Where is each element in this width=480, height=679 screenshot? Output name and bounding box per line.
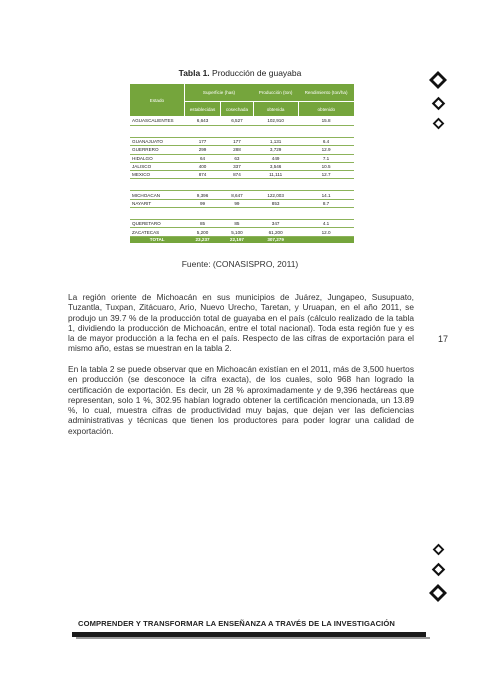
table-row: [130, 199, 354, 207]
table-row: [130, 116, 354, 126]
diamond-icon: [432, 117, 445, 130]
diamond-icon: [432, 543, 445, 556]
header-obtenido: obtenido: [298, 102, 354, 117]
cell-cosechada: 177: [221, 138, 253, 146]
cell-total-produccion: 307,279: [253, 236, 298, 243]
cell-produccion: 1,131: [253, 138, 298, 146]
cell-rendimiento: 6.4: [298, 138, 354, 146]
cell-rendimiento: 7.1: [298, 154, 354, 162]
header-establecidas: establecidas: [184, 102, 220, 117]
table-source: Fuente: (CONASISPRO, 2011): [181, 259, 299, 269]
cell-total-cosechada: 22,197: [221, 236, 253, 243]
table-row: [130, 171, 354, 179]
cell-cosechada: 5,100: [221, 228, 253, 236]
table-spacer-row: [130, 179, 354, 191]
cell-produccion: 449: [253, 154, 298, 162]
table-spacer-row: [130, 208, 354, 220]
cell-cosechada: 85: [221, 220, 253, 228]
cell-cosechada: 874: [221, 171, 253, 179]
cell-establecidas: 400: [184, 162, 220, 170]
cell-establecidas: 177: [184, 138, 220, 146]
cell-estado: GUANAJUATO: [130, 138, 184, 146]
table-row: [130, 138, 354, 146]
header-superficie: Superficie (has): [184, 84, 253, 102]
cell-produccion: 347: [253, 220, 298, 228]
cell-produccion: 3,546: [253, 162, 298, 170]
cell-establecidas: 64: [184, 154, 220, 162]
table-row: [130, 228, 354, 236]
cell-cosechada: 8,647: [221, 191, 253, 199]
footer-title: COMPRENDER Y TRANSFORMAR LA ENSEÑANZA A TRAVÉS DE LA INVESTIGACIÓN: [78, 619, 395, 628]
cell-rendimiento: 10.5: [298, 162, 354, 170]
cell-estado: MEXICO: [130, 171, 184, 179]
diamond-icon: [431, 562, 446, 577]
table-row: [130, 162, 354, 170]
cell-total-label: TOTAL: [130, 236, 184, 243]
header-estado: Estado: [130, 84, 184, 116]
cell-establecidas: 5,200: [184, 228, 220, 236]
cell-establecidas: 874: [184, 171, 220, 179]
cell-estado: QUERETARO: [130, 220, 184, 228]
cell-rendimiento: 12.7: [298, 171, 354, 179]
footer-bar: [72, 632, 426, 637]
cell-cosechada: 6,527: [221, 116, 253, 126]
cell-estado: MICHOACAN: [130, 191, 184, 199]
header-produccion: Producción (ton): [253, 84, 298, 102]
cell-rendimiento: 8.7: [298, 199, 354, 207]
cell-estado: AGUASCALIENTES: [130, 116, 184, 126]
header-cosechada: cosechada: [221, 102, 253, 117]
cell-produccion: 11,111: [253, 171, 298, 179]
diamond-icon: [431, 96, 446, 111]
cell-establecidas: 99: [184, 199, 220, 207]
cell-rendimiento: 12.9: [298, 146, 354, 154]
table-spacer-row: [130, 126, 354, 138]
header-rendimiento: Rendimiento (ton/ha): [298, 84, 354, 102]
cell-estado: HIDALGO: [130, 154, 184, 162]
page-number: 17: [438, 334, 449, 344]
table-row: [130, 191, 354, 199]
header-obtenida: obtenida: [253, 102, 298, 117]
cell-produccion: 3,729: [253, 146, 298, 154]
table-caption: [0, 68, 480, 78]
cell-produccion: 102,910: [253, 116, 298, 126]
cell-rendimiento: 14.1: [298, 191, 354, 199]
cell-establecidas: 6,643: [184, 116, 220, 126]
cell-rendimiento: 15.8: [298, 116, 354, 126]
footer-bar-shadow: [76, 637, 430, 639]
cell-estado: GUERRERO: [130, 146, 184, 154]
cell-estado: JALISCO: [130, 162, 184, 170]
table-caption-text: Producción de guayaba: [209, 68, 302, 78]
cell-cosechada: 288: [221, 146, 253, 154]
cell-cosechada: 337: [221, 162, 253, 170]
table-row: [130, 154, 354, 162]
cell-establecidas: 85: [184, 220, 220, 228]
cell-produccion: 853: [253, 199, 298, 207]
body-paragraph: La región oriente de Michoacán en sus municipios de Juárez, Jungapeo, Susupuato, Tuzantla, Tuxpan, Zitácuaro, Ario, Nuevo Urecho, Taretan, y Uruapan, en el año 2011, se produjo un 39.7 % de la producción total de guayaba en el país (cálculo realizado de la tabla 1, dividiendo la producción de Michoacán, entre el total nacional). Toda esta región fue y es la de mayor producción a la fecha en el país. Respecto de las cifras de exportación para el mismo año, estas se muestran en la tabla 2.: [68, 292, 414, 354]
table-row: [130, 146, 354, 154]
cell-total-establecidas: 23,237: [184, 236, 220, 243]
cell-establecidas: 9,396: [184, 191, 220, 199]
diamond-icon: [428, 70, 448, 90]
production-table: [130, 84, 354, 243]
cell-cosechada: 63: [221, 154, 253, 162]
cell-estado: NAYARIT: [130, 199, 184, 207]
cell-estado: ZACATECAS: [130, 228, 184, 236]
body-paragraph: En la tabla 2 se puede observar que en Michoacán existían en el 2011, más de 3,500 huertos en producción (se desconoce la cifra exacta), de los cuales, solo 968 han logrado la certificación de exportación. Es decir, un 28 % aproximadamente y de 9,396 hectáreas que representan, solo 1 %, 302.95 habían logrado obtener la certificación mencionada, un 13.89 %, lo cual, muestra cifras de productividad muy bajas, que dejan ver las deficiencias administrativas y técnicas que tienen los productores para poder lograr una calidad de exportación.: [68, 364, 414, 436]
table-total-row: [130, 236, 354, 243]
cell-rendimiento: 12.0: [298, 228, 354, 236]
table-caption-label: Tabla 1.: [178, 68, 210, 78]
cell-cosechada: 99: [221, 199, 253, 207]
cell-produccion: 122,003: [253, 191, 298, 199]
cell-rendimiento: 4.1: [298, 220, 354, 228]
table-row: [130, 220, 354, 228]
cell-total-rendimiento: [298, 236, 354, 243]
cell-produccion: 61,200: [253, 228, 298, 236]
diamond-icon: [428, 583, 448, 603]
cell-establecidas: 299: [184, 146, 220, 154]
